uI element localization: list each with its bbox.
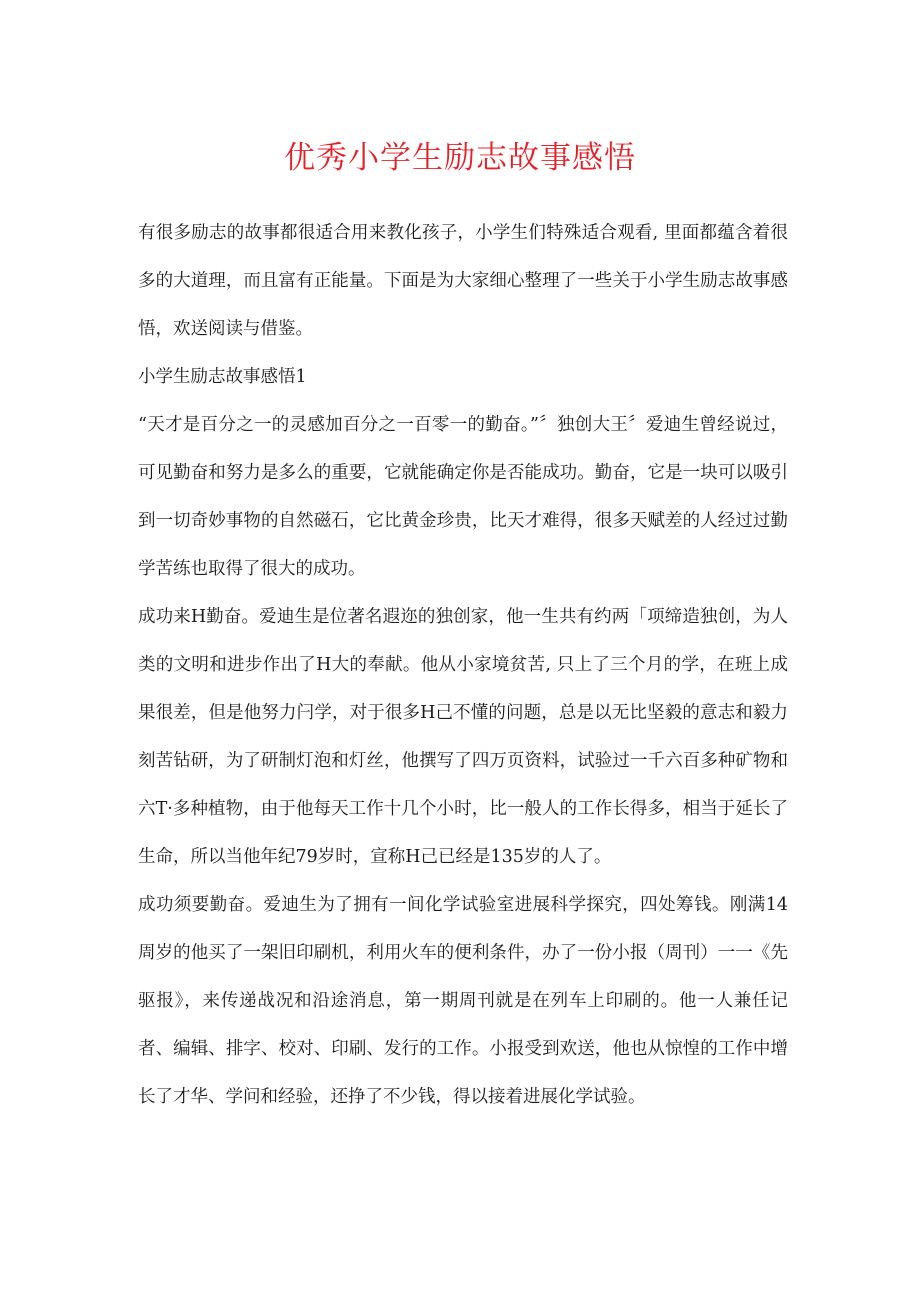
document-title: 优秀小学生励志故事感悟 <box>284 140 636 176</box>
body-paragraph: 成功来H勤奋。爱迪生是位著名遐迩的独创家，他一生共有约两「项缔造独创，为人类的文明和进步作出了H大的奉献。他从小家境贫苦, 只上了三个月的学，在班上成果很差，但是他努力闩学，对于很多H己不懂的问题，总是以无比坚毅的意志和毅力刻苦钻研，为了研制灯泡和灯丝，他撰写了四万页资料，试验过一千六百多种矿物和六T·多种植物，由于他每天工作十几个小时，比一般人的工作长得多，相当于延长了生命，所以当他年纪79岁时，宣称H己已经是135岁的人了。 <box>138 607 788 867</box>
body-paragraph: 成功须要勤奋。爱迪生为了拥有一间化学试验室进展科学探究，四处筹钱。刚满14周岁的他买了一架旧印刷机，利用火车的便利条件，办了一份小报（周刊）一一《先驱报》，来传递战况和沿途消息，第一期周刊就是在列车上印刷的。他一人兼任记者、编辑、排字、校对、印刷、发行的工作。小报受到欢送，他也从惊惶的工作中增长了才华、学问和经验，还挣了不少钱，得以接着进展化学试验。 <box>138 895 788 1107</box>
intro-paragraph: 有很多励志的故事都很适合用来教化孩子，小学生们特殊适合观看, 里面都蕴含着很多的大道理，而且富有正能量。下面是为大家细心整理了一些关于小学生励志故事感悟，欢送阅读与借鉴。 <box>138 223 788 339</box>
document-body <box>138 209 788 1121</box>
body-paragraph: “天才是百分之一的灵感加百分之一百零一的勤奋。”〞独创大王〞爱迪生曾经说过，可见勤奋和努力是多么的重要，它就能确定你是否能成功。勤奋，它是一块可以吸引到一切奇妙事物的自然磁石，它比黄金珍贵，比天才难得，很多天赋差的人经过过勤学苦练也取得了很大的成功。 <box>138 415 788 579</box>
section-heading: 小学生励志故事感悟1 <box>138 367 307 387</box>
